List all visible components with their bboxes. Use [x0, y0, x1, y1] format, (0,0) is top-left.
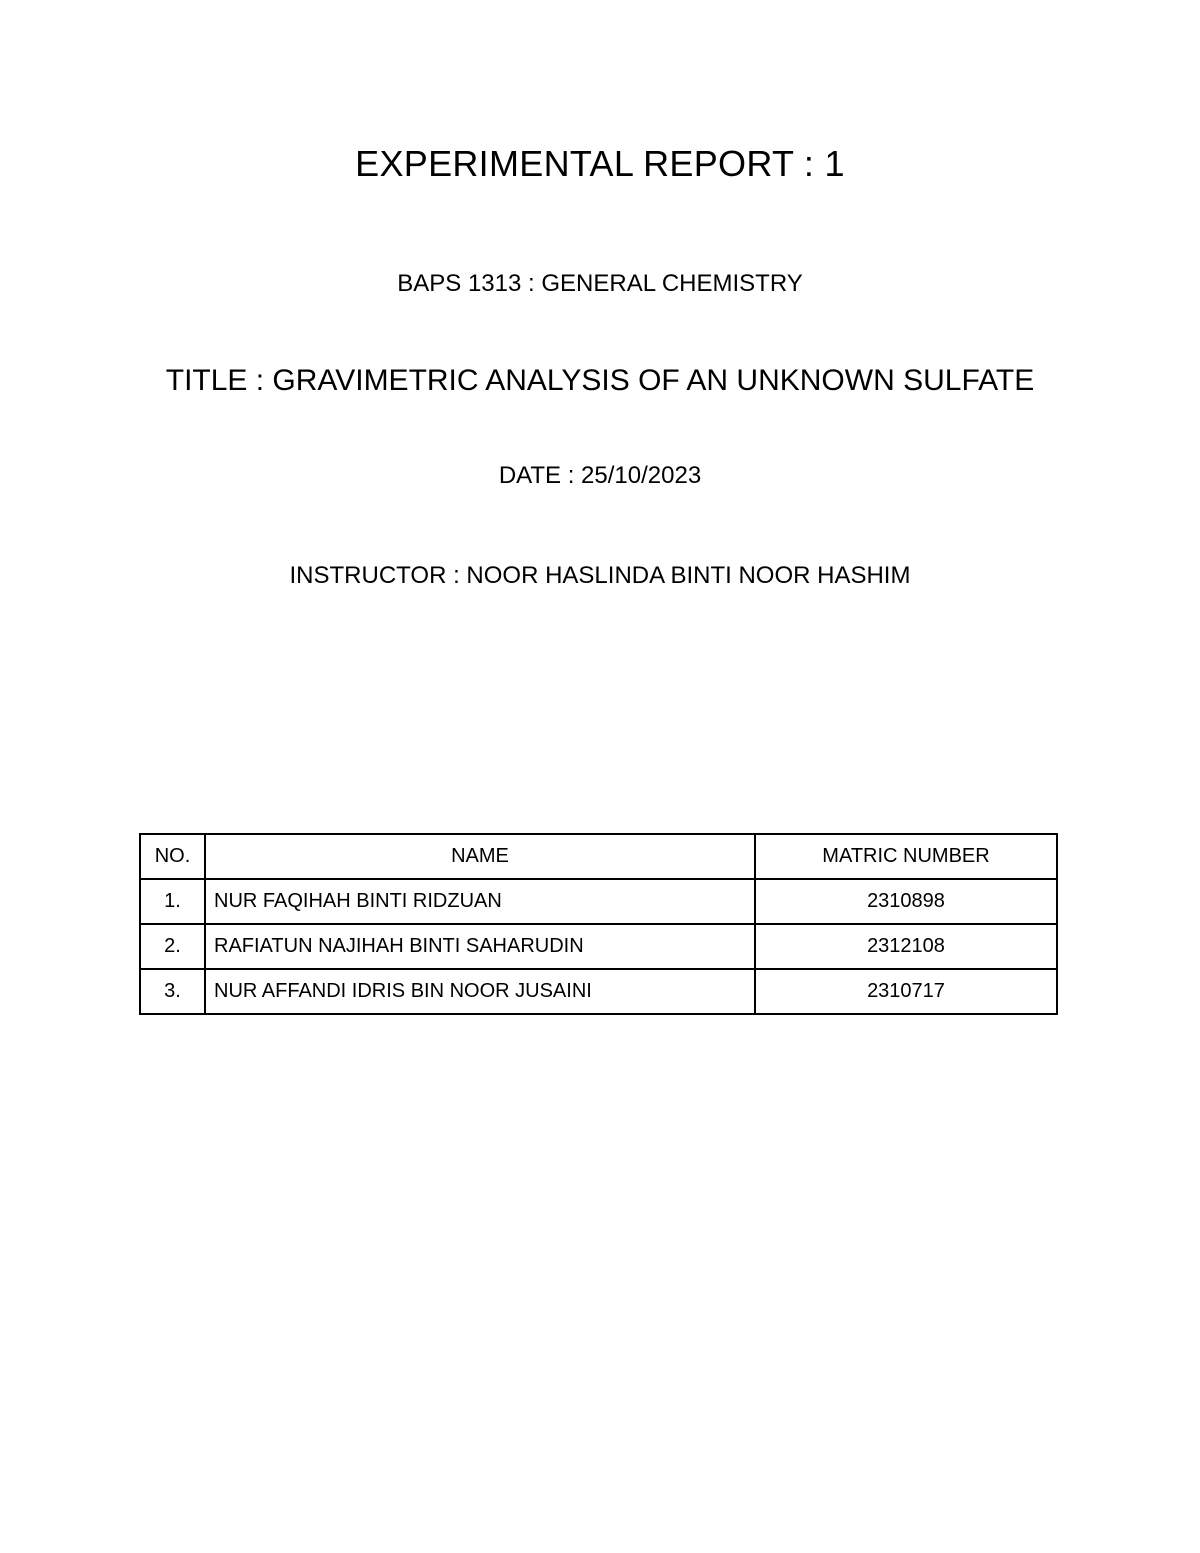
group-members-table [139, 833, 1058, 1015]
header-matric-number: MATRIC NUMBER [755, 834, 1057, 879]
instructor-line: INSTRUCTOR : NOOR HASLINDA BINTI NOOR HASHIM [289, 562, 911, 589]
experiment-title: TITLE : GRAVIMETRIC ANALYSIS OF AN UNKNOWN SULFATE [165, 364, 1035, 397]
row-matric-number: 2312108 [755, 924, 1057, 969]
row-matric-number: 2310898 [755, 879, 1057, 924]
table-row [140, 924, 1057, 969]
header-name: NAME [205, 834, 755, 879]
report-date: DATE : 25/10/2023 [498, 462, 702, 489]
header-no: NO. [140, 834, 205, 879]
table-row [140, 879, 1057, 924]
row-name: NUR FAQIHAH BINTI RIDZUAN [205, 879, 755, 924]
table-header-row [140, 834, 1057, 879]
table-row [140, 969, 1057, 1014]
row-no: 2. [140, 924, 205, 969]
row-name: RAFIATUN NAJIHAH BINTI SAHARUDIN [205, 924, 755, 969]
row-no: 1. [140, 879, 205, 924]
row-matric-number: 2310717 [755, 969, 1057, 1014]
course-line: BAPS 1313 : GENERAL CHEMISTRY [397, 270, 803, 297]
row-name: NUR AFFANDI IDRIS BIN NOOR JUSAINI [205, 969, 755, 1014]
report-heading: EXPERIMENTAL REPORT : 1 [355, 143, 845, 184]
row-no: 3. [140, 969, 205, 1014]
